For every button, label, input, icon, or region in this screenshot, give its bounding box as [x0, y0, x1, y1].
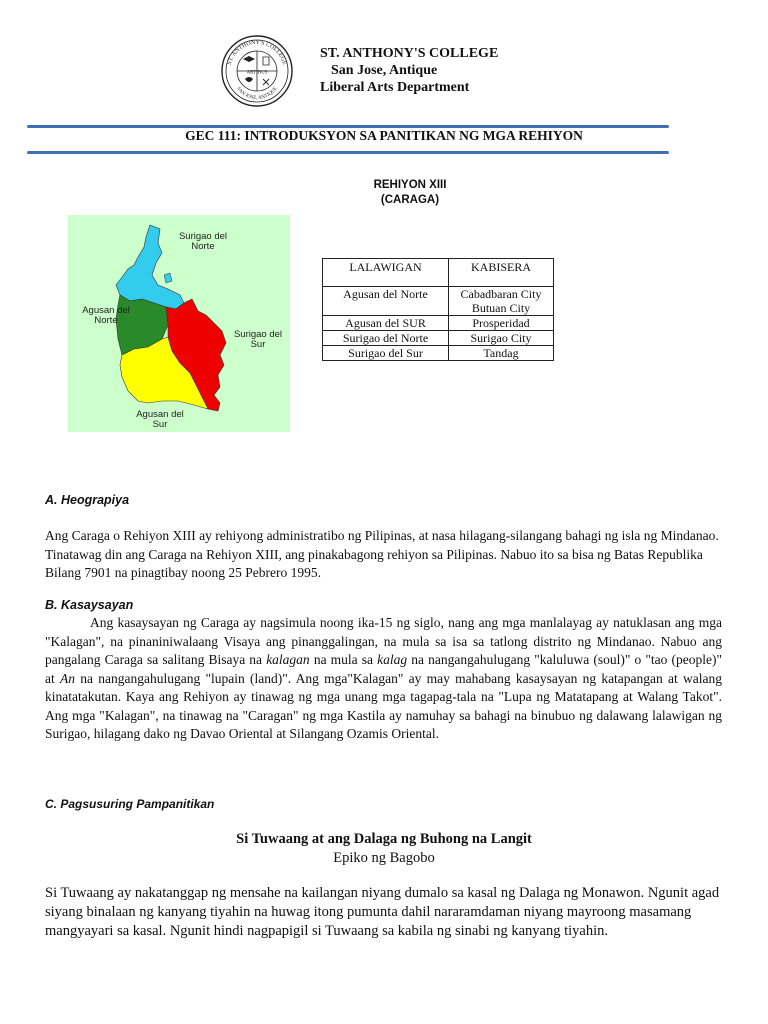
seal-bottom-text: SAN JOSE, ANTIQUE — [235, 86, 279, 102]
table-cell-line: Butuan City — [471, 301, 531, 315]
bottom-rule — [27, 151, 669, 154]
course-title: GEC 111: INTRODUKSYON SA PANITIKAN NG MGA REHIYON — [185, 128, 583, 143]
table-cell — [449, 287, 554, 316]
table-row — [323, 287, 554, 316]
section-a-heading: A. Heograpiya — [45, 493, 130, 507]
map-label-adn-2: Norte — [94, 315, 118, 326]
region-alias: (CARAGA) — [380, 194, 440, 206]
map-islet — [164, 273, 172, 283]
italic-word: An — [60, 670, 76, 686]
letterhead — [320, 45, 498, 96]
table-cell: Surigao del Norte — [323, 331, 449, 346]
section-a-text: Ang Caraga o Rehiyon XIII ay rehiyong administratibo ng Pilipinas, at nasa hilagang-silangang bahagi ng isla ng Mindanao. Tinatawag din ang Caraga na Rehiyon XIII, ang pinakabagong rehiyon sa Pilipinas. Nabuo ito sa bisa ng Batas Republika Bilang 7901 na pinagtibay noong 25 Pebrero 1995. — [45, 528, 719, 580]
table-cell: Prosperidad — [449, 316, 554, 331]
table-cell: Surigao City — [449, 331, 554, 346]
italic-word: kalagan — [266, 652, 310, 667]
text-run: na nangangahulugang "lupain (land)". Ang mga"Kalagan" ay may mahabang kasaysayan ng katapangan at walang kinatatakutan. Kaya ang Rehiyon ay tinawag ng mga unang mga tagapag-tala na "Lupa ng Matatapang at Walang Takot". Ang mga "Kalagan", na tinawag na "Caragan" ng mga Kastila ay namuhay sa bahagi na binubuo ng dalawang lalawigan ng Surigao, hilagang dako ng Davao Oriental at Silangang Ozamis Oriental. — [45, 670, 723, 741]
table-cell: Tandag — [449, 346, 554, 361]
table-header-cell: LALAWIGAN — [323, 259, 449, 287]
college-seal — [221, 35, 293, 107]
college-name: ST. ANTHONY'S COLLEGE — [320, 46, 499, 61]
map-surigao-del-norte — [116, 225, 184, 309]
caraga-map — [68, 215, 290, 432]
table-header-row — [323, 259, 554, 287]
province-table — [322, 258, 554, 361]
story-subtitle: Epiko ng Bagobo — [333, 850, 435, 866]
map-label-sdn-2: Norte — [191, 241, 215, 252]
table-cell: Agusan del SUR — [323, 316, 449, 331]
table-row — [323, 346, 554, 361]
college-location: San Jose, Antique — [331, 63, 438, 78]
table-header-cell: KABISERA — [449, 259, 554, 287]
table-cell: Surigao del Sur — [323, 346, 449, 361]
map-label-adn-1: Agusan del — [82, 305, 130, 316]
table-cell: Agusan del Norte — [323, 287, 449, 316]
section-b-text — [45, 614, 722, 744]
text-run: na mula sa — [313, 652, 374, 667]
map-label-sds-1: Surigao del — [233, 329, 283, 340]
section-c-heading: C. Pagsusuring Pampanitikan — [45, 797, 215, 811]
story-title: Si Tuwaang at ang Dalaga ng Buhong na Langit — [236, 831, 532, 847]
text-run: na nangangahulugang "kaluluwa (soul)" o "tao (people)" at — [45, 652, 722, 686]
region-name: REHIYON XIII — [373, 179, 447, 191]
map-label-sds-2: Sur — [250, 339, 266, 350]
seal-arc-text: ST. ANTHONY'S COLLEGE — [226, 39, 288, 66]
map-label-ads-1: Agusan del — [136, 409, 184, 420]
italic-word: kalag — [377, 652, 408, 667]
map-label-sdn-1: Surigao del — [178, 231, 228, 242]
table-cell-line: Cabadbaran City — [460, 287, 542, 301]
seal-motto: ARTIBUS — [246, 70, 268, 76]
map-label-ads-2: Sur — [152, 419, 168, 430]
table-row — [323, 316, 554, 331]
region-title — [340, 178, 480, 208]
department-name: Liberal Arts Department — [320, 80, 470, 95]
story-text: Si Tuwaang ay nakatanggap ng mensahe na kailangan niyang dumalo sa kasal ng Dalaga ng Monawon. Ngunit agad siyang binalaan ng kanyang tiyahin na huwag itong pumunta dahil nararamdaman niyang mayroong masamang mangyayari sa kasal. Ngunit hindi nagpapigil si Tuwaang sa kabila ng sinabi ng kanyang tiyahin. — [45, 885, 720, 939]
table-row — [323, 331, 554, 346]
text-run: Ang kasaysayan ng Caraga ay nagsimula noong ika-15 ng siglo, nang ang mga manlalayag ay natuklasan ang mga "Kalagan", na pinaniniwalaang Visaya ang pinanggalingan, na mula sa isa sa tatlong distrito ng Mindanao. Nabuo ang pangalang Caraga sa salitang Bisaya na — [45, 615, 722, 667]
section-b-heading: B. Kasaysayan — [45, 598, 134, 612]
